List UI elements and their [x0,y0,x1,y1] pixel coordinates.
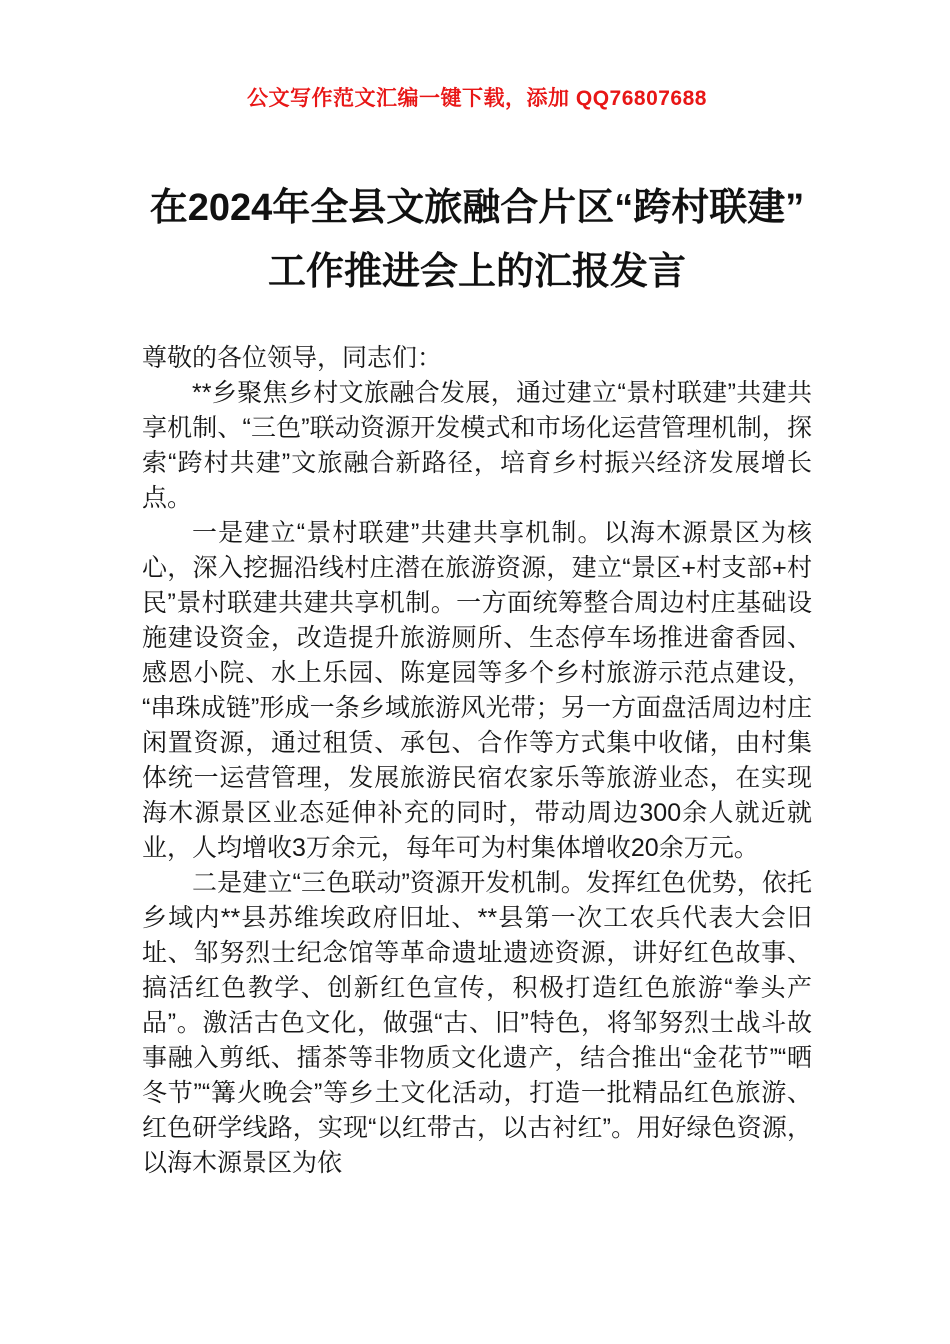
title-line-1: 在2024年全县文旅融合片区“跨村联建” [149,187,805,229]
document-body [142,341,812,1181]
title-line-2: 工作推进会上的汇报发言 [267,250,686,293]
body-paragraph: **乡聚焦乡村文旅融合发展，通过建立“景村联建”共建共享机制、“三色”联动资源开发模式和市场化运营管理机制，探索“跨村共建”文旅融合新路径，培育乡村振兴经济发展增长点。 [142,378,812,512]
document-title [142,177,812,305]
body-paragraph: 二是建立“三色联动”资源开发机制。发挥红色优势，依托乡域内**县苏维埃政府旧址、**县第一次工农兵代表大会旧址、邹努烈士纪念馆等革命遗址遗迹资源，讲好红色故事、搞活红色教学、创新红色宣传，积极打造红色旅游“拳头产品”。激活古色文化，做强“古、旧”特色，将邹努烈士战斗故事融入剪纸、擂茶等非物质文化遗产，结合推出“金花节”“晒冬节”“篝火晚会”等乡土文化活动，打造一批精品红色旅游、红色研学线路，实现“以红带古，以古衬红”。用好绿色资源，以海木源景区为依 [142,868,812,1177]
promo-banner: 公文写作范文汇编一键下载，添加 QQ76807688 [247,87,707,110]
body-paragraph: 尊敬的各位领导，同志们： [142,343,443,372]
body-paragraph: 一是建立“景村联建”共建共享机制。以海木源景区为核心，深入挖掘沿线村庄潜在旅游资源，建立“景区+村支部+村民”景村联建共建共享机制。一方面统筹整合周边村庄基础设施建设资金，改造提升旅游厕所、生态停车场推进畲香园、感恩小院、水上乐园、陈寔园等多个乡村旅游示范点建设，“串珠成链”形成一条乡域旅游风光带；另一方面盘活周边村庄闲置资源，通过租赁、承包、合作等方式集中收储，由村集体统一运营管理，发展旅游民宿农家乐等旅游业态，在实现海木源景区业态延伸补充的同时，带动周边300余人就近就业，人均增收3万余元，每年可为村集体增收20余万元。 [142,518,812,862]
